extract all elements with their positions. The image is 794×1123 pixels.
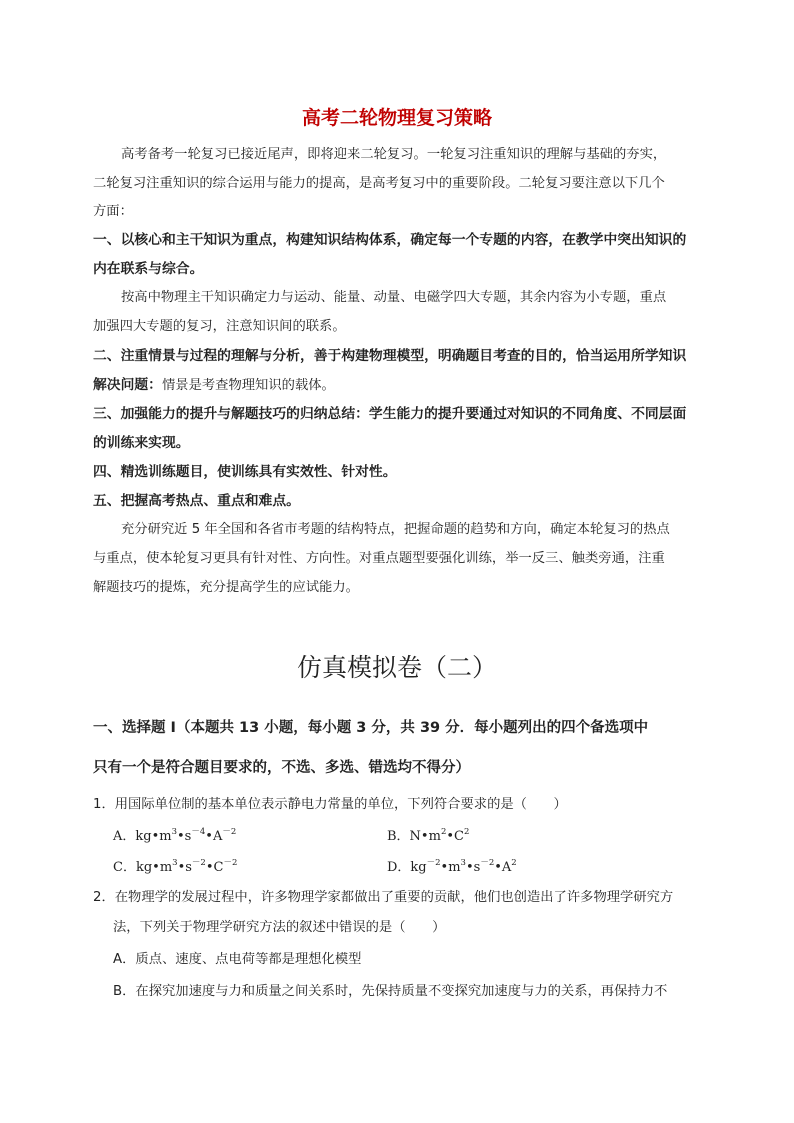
point3-line-1: 三、加强能力的提升与解题技巧的归纳总结：学生能力的提升要通过对知识的不同角度、不同层面: [93, 406, 687, 422]
q1-option-d: D．$kg^{-2}•m^3•s^{-2}•A^2$: [387, 858, 517, 875]
point3-line-2: 的训练来实现。: [93, 435, 190, 451]
section-heading-line-1: 一、选择题 I（本题共 13 小题，每小题 3 分，共 39 分．每小题列出的四个备选项中: [93, 720, 649, 736]
q1-stem: 1．用国际单位制的基本单位表示静电力常量的单位，下列符合要求的是（ ）: [93, 797, 567, 812]
q1-option-a: A．$kg•m^3•s^{-4}•A^{-2}$: [113, 827, 237, 844]
point5: 五、把握高考热点、重点和难点。: [93, 493, 300, 509]
intro-line-3: 方面：: [93, 204, 133, 219]
point4: 四、精选训练题目，使训练具有实效性、针对性。: [93, 464, 397, 480]
point5-body-3: 解题技巧的提炼，充分提高学生的应试能力。: [93, 580, 359, 595]
q1-option-b: B．$N•m^2•C^2$: [387, 827, 470, 844]
point1-body-2: 加强四大专题的复习，注意知识间的联系。: [93, 319, 346, 334]
point5-body-1: 充分研究近 5 年全国和各省市考题的结构特点，把握命题的趋势和方向，确定本轮复习的热点: [121, 522, 670, 537]
point2-line-1: 二、注重情景与过程的理解与分析，善于构建物理模型，明确题目考查的目的，恰当运用所学知识: [93, 348, 687, 364]
point1-line-1: 一、以核心和主干知识为重点，构建知识结构体系，确定每一个专题的内容，在教学中突出知识的: [93, 232, 687, 248]
intro-line-1: 高考备考一轮复习已接近尾声，即将迎来二轮复习。一轮复习注重知识的理解与基础的夯实，: [121, 147, 667, 162]
point1-line-2: 内在联系与综合。: [93, 261, 204, 277]
section-heading-line-2: 只有一个是符合题目要求的，不选、多选、错选均不得分）: [93, 760, 470, 776]
point2-line-2: [93, 375, 335, 396]
q2-option-a: A．质点、速度、点电荷等都是理想化模型: [113, 952, 362, 967]
exam-title: 仿真模拟卷（二）: [296, 653, 497, 682]
q2-stem-line-2: 法，下列关于物理学研究方法的叙述中错误的是（ ）: [113, 920, 446, 935]
intro-line-2: 二轮复习注重知识的综合运用与能力的提高，是高考复习中的重要阶段。二轮复习要注意以下几个: [93, 176, 665, 191]
q2-option-b: B．在探究加速度与力和质量之间关系时，先保持质量不变探究加速度与力的关系，再保持力不: [113, 984, 668, 999]
point1-body-1: 按高中物理主干知识确定力与运动、能量、动量、电磁学四大专题，其余内容为小专题，重点: [121, 290, 667, 305]
point2-heading-tail: 解决问题：: [93, 377, 162, 393]
q1-option-c: C．$kg•m^3•s^{-2}•C^{-2}$: [113, 858, 238, 875]
point5-body-2: 与重点，使本轮复习更具有针对性、方向性。对重点题型要强化训练，举一反三、触类旁通，注重: [93, 551, 665, 566]
point2-body: 情景是考查物理知识的载体。: [161, 378, 335, 393]
q2-stem-line-1: 2．在物理学的发展过程中，许多物理学家都做出了重要的贡献，他们也创造出了许多物理学研究方: [93, 890, 674, 905]
strategy-title: 高考二轮物理复习策略: [301, 107, 492, 129]
